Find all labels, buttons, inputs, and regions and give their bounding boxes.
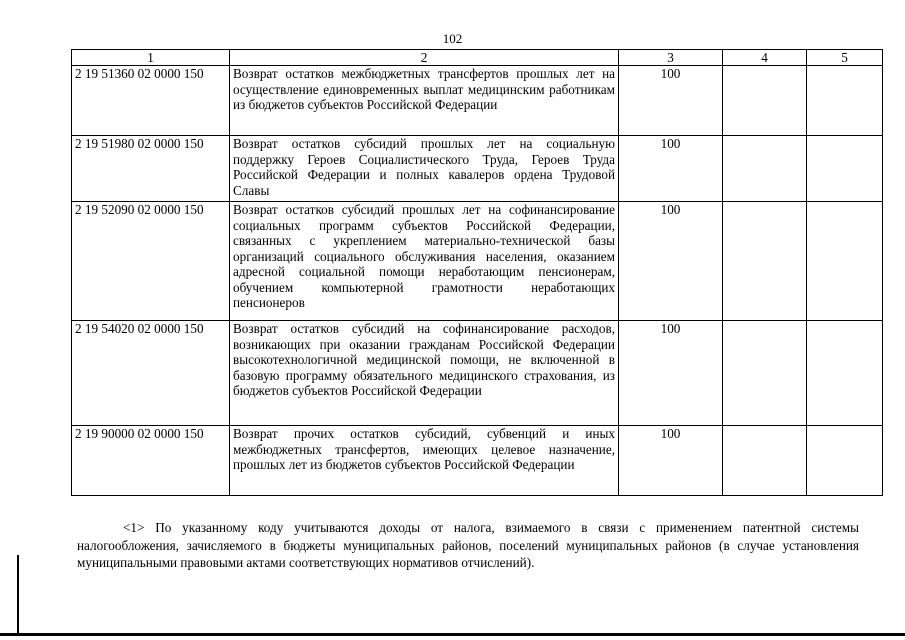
- norm-cell-col3: 100: [619, 426, 723, 496]
- norm-cell-col4: [723, 66, 807, 136]
- revenue-code-cell: 2 19 51360 02 0000 150: [72, 66, 230, 136]
- norm-cell-col4: [723, 202, 807, 321]
- description-cell: Возврат остатков межбюджетных трансфертов прошлых лет на осуществление единовременных выплат медицинским работникам из бюджетов субъектов Российской Федерации: [230, 66, 619, 136]
- norm-cell-col5: [807, 66, 883, 136]
- footnote: <1> По указанному коду учитываются доходы от налога, взимаемого в связи с применением патентной системы налогообложения, зачисляемого в бюджеты муниципальных районов, поселений муниципальных районов (в случае установления муниципальными правовыми актами соответствующих нормативов отчислений).: [77, 520, 859, 570]
- revenue-code-cell: 2 19 51980 02 0000 150: [72, 136, 230, 202]
- column-header-3: 3: [619, 50, 723, 66]
- norm-cell-col4: [723, 136, 807, 202]
- norm-cell-col5: [807, 321, 883, 426]
- norm-cell-col3: 100: [619, 66, 723, 136]
- column-header-1: 1: [72, 50, 230, 66]
- revenue-code-cell: 2 19 90000 02 0000 150: [72, 426, 230, 496]
- table-row: [72, 136, 883, 202]
- description-cell: Возврат остатков субсидий на софинансирование расходов, возникающих при оказании гражданам Российской Федерации высокотехнологичной медицинской помощи, не включенной в базовую программу обязательного медицинского страхования, из бюджетов субъектов Российской Федерации: [230, 321, 619, 426]
- page-bottom-border: [0, 633, 905, 636]
- norm-cell-col4: [723, 426, 807, 496]
- revenue-code-cell: 2 19 52090 02 0000 150: [72, 202, 230, 321]
- table-row: [72, 66, 883, 136]
- header-row: [72, 50, 883, 66]
- norm-cell-col5: [807, 136, 883, 202]
- norm-cell-col3: 100: [619, 136, 723, 202]
- norm-cell-col5: [807, 202, 883, 321]
- norm-cell-col4: [723, 321, 807, 426]
- description-cell: Возврат остатков субсидий прошлых лет на софинансирование социальных программ субъектов Российской Федерации, связанных с укреплением материально-технической базы организаций социального обслуживания населения, оказанием адресной социальной помощи неработающим пенсионерам, обучением компьютерной грамотности неработающих пенсионеров: [230, 202, 619, 321]
- table-row: [72, 202, 883, 321]
- column-header-4: 4: [723, 50, 807, 66]
- column-header-5: 5: [807, 50, 883, 66]
- description-cell: Возврат прочих остатков субсидий, субвенций и иных межбюджетных трансфертов, имеющих целевое назначение, прошлых лет из бюджетов субъектов Российской Федерации: [230, 426, 619, 496]
- table-row: [72, 321, 883, 426]
- budget-classification-table: [71, 49, 883, 496]
- page-edge-line: [17, 555, 19, 635]
- column-header-2: 2: [230, 50, 619, 66]
- norm-cell-col3: 100: [619, 321, 723, 426]
- revenue-code-cell: 2 19 54020 02 0000 150: [72, 321, 230, 426]
- table-row: [72, 426, 883, 496]
- page-number: 102: [442, 31, 463, 46]
- description-cell: Возврат остатков субсидий прошлых лет на социальную поддержку Героев Социалистического Труда, Героев Труда Российской Федерации и полных кавалеров ордена Трудовой Славы: [230, 136, 619, 202]
- norm-cell-col3: 100: [619, 202, 723, 321]
- norm-cell-col5: [807, 426, 883, 496]
